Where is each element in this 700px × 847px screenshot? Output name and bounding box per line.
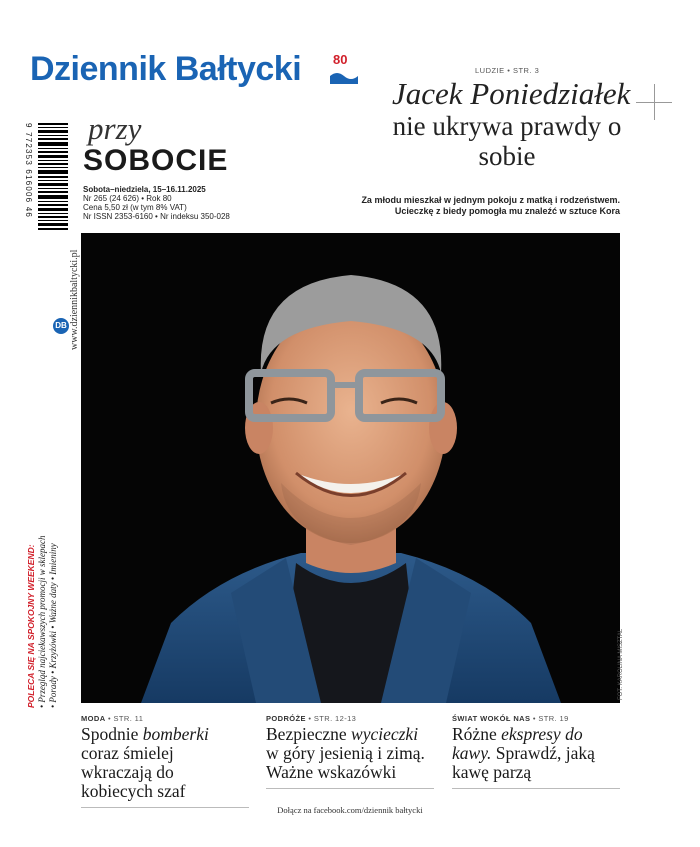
teaser-divider: [266, 788, 434, 789]
barcode-digits: 9 772353 616006 46: [24, 123, 33, 219]
issue-date: Sobota–niedziela, 15–16.11.2025: [83, 185, 206, 194]
masthead-title: Dziennik Bałtycki: [30, 50, 302, 88]
teaser-moda[interactable]: [81, 714, 249, 808]
db-badge-icon: DB: [53, 318, 69, 334]
registration-mark: [654, 84, 655, 120]
issue-issn: Nr ISSN 2353-6160 • Nr indeksu 350-028: [83, 212, 230, 221]
photo-credit: FOT. KAROLINA MISZTAL: [618, 628, 624, 700]
weekend-line-2: • Porady • Krzyżówki • Ważne daty • Imieniny: [48, 543, 58, 708]
barcode: [38, 123, 68, 231]
supplement-przy: przy: [88, 111, 142, 146]
teaser-title: Spodnie bomberki coraz śmielej wkraczają do kobiecych szaf: [81, 724, 209, 801]
issue-details: [83, 185, 230, 221]
supplement-sobocie: SOBOCIE: [83, 144, 229, 177]
footer-facebook[interactable]: Dołącz na facebook.com/dziennik bałtycki: [277, 805, 423, 815]
issue-number: Nr 265 (24 626) • Rok 80: [83, 194, 172, 203]
cover-story-name[interactable]: Jacek Poniedziałek: [392, 76, 631, 111]
anniversary-logo-icon: [330, 50, 358, 86]
cover-photo: [81, 233, 620, 703]
lead-line-1: Za młodu mieszkał w jednym pokoju z matką i rodzeństwem.: [361, 195, 620, 205]
portrait-illustration: [81, 233, 620, 703]
side-website[interactable]: www.dziennikbaltycki.pl: [69, 249, 80, 350]
teaser-kicker: PODRÓŻE • STR. 12-13: [266, 714, 357, 723]
cover-story-kicker: LUDZIE • STR. 3: [475, 66, 540, 75]
cover-story-headline[interactable]: nie ukrywa prawdy o sobie: [392, 111, 622, 171]
lead-line-2: Ucieczkę z biedy pomogła mu znaleźć w sztuce Kora: [394, 206, 620, 216]
weekend-promo: [26, 535, 70, 708]
weekend-heading: POLECA SIĘ NA SPOKOJNY WEEKEND:: [26, 544, 36, 708]
weekend-line-1: • Przegląd najciekawszych promocji w sklepach: [37, 535, 47, 708]
anniversary-number: 80: [333, 52, 348, 67]
issue-price: Cena 5,50 zł (w tym 8% VAT): [83, 203, 187, 212]
teaser-divider: [452, 788, 620, 789]
teaser-swiat[interactable]: [452, 714, 620, 789]
teaser-title: Bezpieczne wycieczki w góry jesienią i zimą. Ważne wskazówki: [266, 724, 425, 782]
teaser-title: Różne ekspresy do kawy. Sprawdź, jaką kawę parzą: [452, 724, 595, 782]
teaser-kicker: ŚWIAT WOKÓŁ NAS • STR. 19: [452, 714, 569, 723]
teaser-podroze[interactable]: [266, 714, 434, 789]
cover-story-lead: [330, 195, 620, 217]
teaser-kicker: MODA • STR. 11: [81, 714, 144, 723]
